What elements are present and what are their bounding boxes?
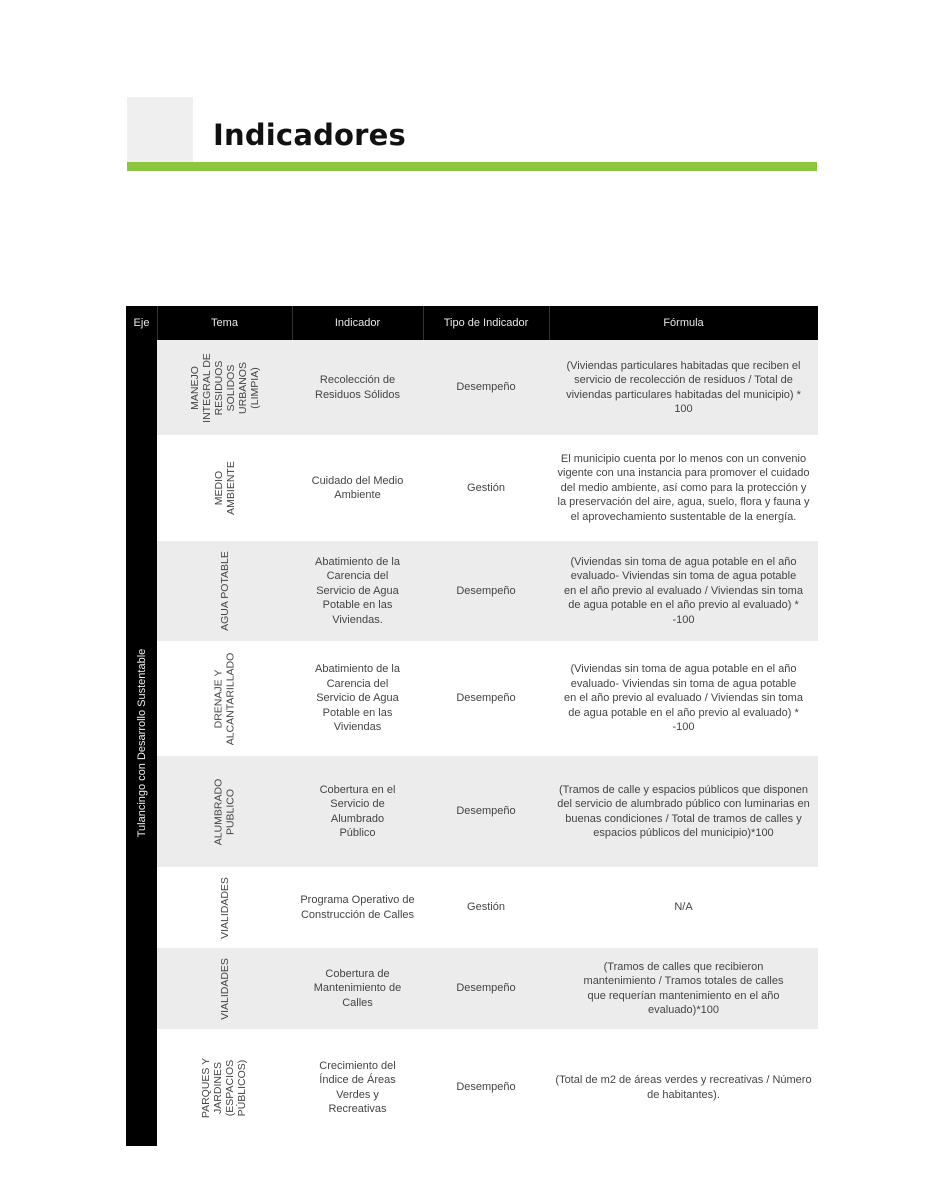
tema-cell: VIALIDADES	[218, 957, 231, 1020]
page-title: Indicadores	[213, 118, 407, 152]
formula-cell: (Tramos de calles que recibieron mantenimiento / Tramos totales de calles que requerían mantenimiento en el año evaluado)*100	[583, 960, 784, 1016]
table-header	[126, 306, 818, 340]
indicador-cell: Abatimiento de la Carencia del Servicio de Agua Potable en las Viviendas.	[315, 555, 400, 626]
formula-cell: (Viviendas sin toma de agua potable en el año evaluado- Viviendas sin toma de agua potable en el año previo al evaluado / Viviendas sin toma de agua potable en el año previo al evaluado) * -100	[564, 555, 803, 626]
header-accent-box	[127, 97, 193, 163]
formula-cell: (Total de m2 de áreas verdes y recreativas / Número de habitantes).	[555, 1074, 812, 1101]
table-row	[157, 948, 818, 1029]
tipo-cell: Desempeño	[456, 692, 516, 705]
indicador-cell: Recolección de Residuos Sólidos	[315, 374, 400, 401]
tema-cell: DRENAJE Y ALCANTARILLADO	[212, 652, 237, 745]
table-row	[157, 867, 818, 948]
eje-label: Tulancingo con Desarrollo Sustentable	[135, 648, 148, 838]
formula-cell: (Tramos de calle y espacios públicos que disponen del servicio de alumbrado público con luminarias en buenas condiciones / Total de tramos de calles y espacios públicos del municipio)*100	[557, 783, 810, 839]
tipo-cell: Desempeño	[456, 805, 516, 818]
column-header-tema: Tema	[211, 317, 238, 329]
indicador-cell: Cuidado del Medio Ambiente	[311, 474, 404, 501]
column-header-tipo: Tipo de Indicador	[443, 317, 529, 329]
indicators-table	[126, 306, 818, 1146]
formula-cell: (Viviendas particulares habitadas que reciben el servicio de recolección de residuos / Total de viviendas particulares habitadas del municipio) * 100	[566, 359, 801, 415]
tipo-cell: Gestión	[467, 901, 505, 914]
table-row	[157, 541, 818, 641]
column-header-indicador: Indicador	[334, 317, 381, 329]
table-row	[157, 756, 818, 867]
tema-cell: MEDIO AMBIENTE	[212, 461, 237, 515]
tema-cell: PARQUES Y JARDINES (ESPACIOS PÚBLICOS)	[200, 1057, 249, 1118]
header-green-rule	[127, 162, 817, 171]
tipo-cell: Desempeño	[456, 1081, 516, 1094]
indicador-cell: Programa Operativo de Construcción de Calles	[300, 894, 415, 921]
formula-cell: (Viviendas sin toma de agua potable en el año evaluado- Viviendas sin toma de agua potable en el año previo al evaluado / Viviendas sin toma de agua potable en el año previo al evaluado) * -100	[564, 663, 803, 734]
tema-cell: AGUA POTABLE	[218, 551, 231, 631]
table-row	[157, 435, 818, 541]
indicador-cell: Crecimiento del Índice de Áreas Verdes y Recreativas	[319, 1059, 396, 1115]
tema-cell: MANEJO INTEGRAL DE RESIDUOS SOLIDOS URBANOS (LIMPIA)	[188, 352, 261, 423]
tipo-cell: Desempeño	[456, 381, 516, 394]
formula-cell: El municipio cuenta por lo menos con un convenio vigente con una instancia para promover el cuidado del medio ambiente, así como para la protección y la preservación del aire, agua, suelo, flora y fauna y el aprovechamiento sustentable de la energía.	[557, 452, 810, 523]
table-row	[157, 1029, 818, 1146]
tipo-cell: Desempeño	[456, 982, 516, 995]
tema-cell: VIALIDADES	[218, 876, 231, 939]
column-header-eje: Eje	[133, 317, 150, 329]
tema-cell: ALUMBRADO PUBLICO	[212, 778, 237, 845]
eje-column	[126, 340, 157, 1146]
indicador-cell: Abatimiento de la Carencia del Servicio de Agua Potable en las Viviendas	[315, 663, 400, 734]
indicador-cell: Cobertura en el Servicio de Alumbrado Público	[319, 783, 396, 839]
tipo-cell: Desempeño	[456, 584, 516, 597]
table-row	[157, 641, 818, 756]
formula-cell: N/A	[674, 901, 693, 914]
indicador-cell: Cobertura de Mantenimiento de Calles	[313, 967, 402, 1009]
table-row	[157, 340, 818, 435]
column-header-formula: Fórmula	[663, 317, 704, 329]
tipo-cell: Gestión	[467, 481, 505, 494]
